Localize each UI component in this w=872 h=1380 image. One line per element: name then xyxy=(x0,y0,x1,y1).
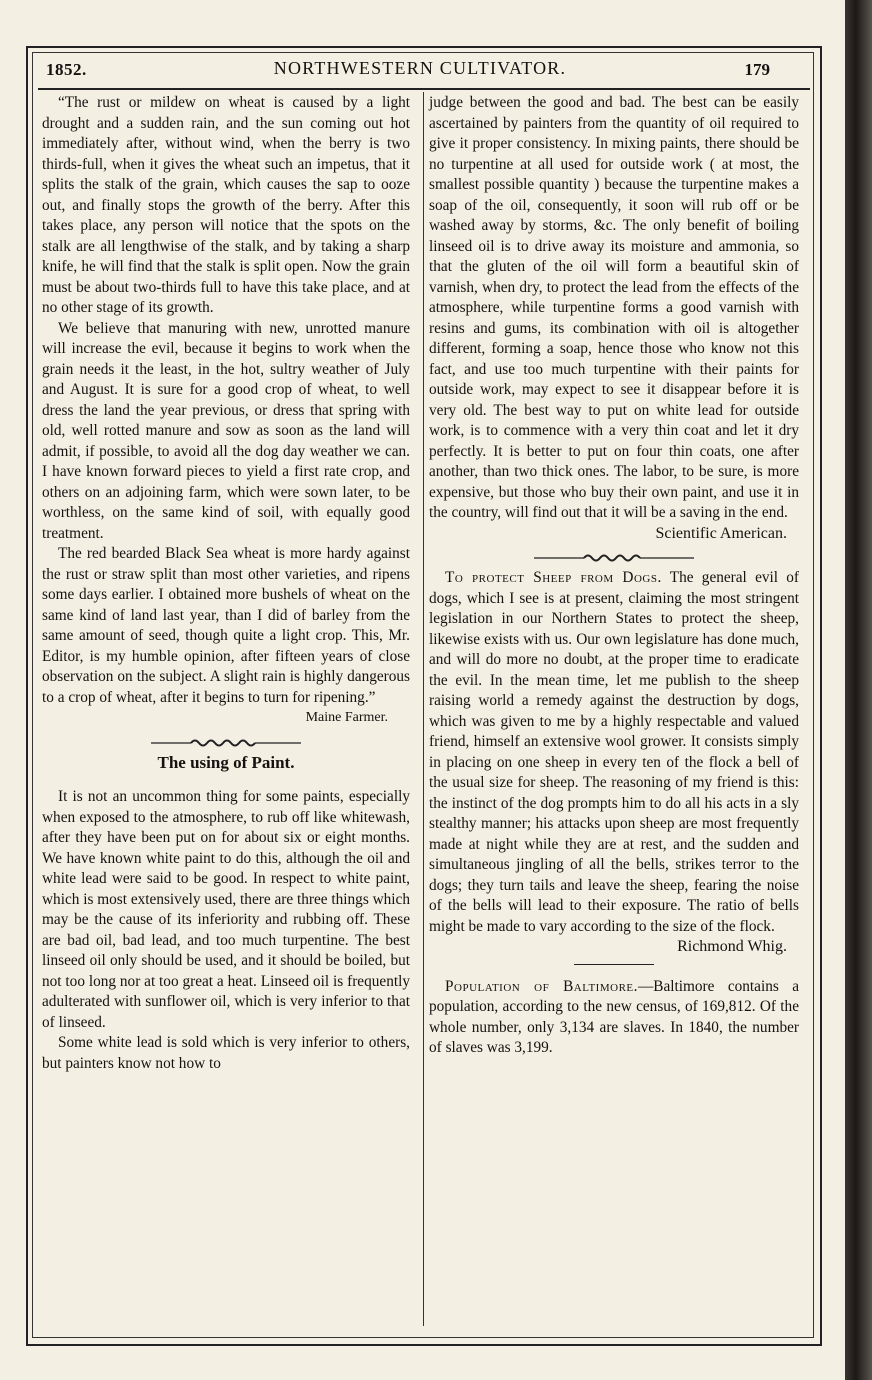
header-title: NORTHWESTERN CULTIVATOR. xyxy=(273,58,567,78)
header-rule xyxy=(38,88,810,90)
paint-article-heading: The using of Paint. xyxy=(157,752,295,772)
right-column xyxy=(429,93,799,1059)
sheep-dogs-paragraph xyxy=(429,568,799,937)
paint-paragraph-continued: judge between the good and bad. The best can be easily ascertained by painters from the quantity of oil required to give it proper consistency. In mixing paints, there should be no turpentine at all used for outside work ( at most, the smallest possible quantity ) because the turpentine makes a soap of the oil, consequently, it soon will rub off or be washed away by storms, &c. The only benefit of boiling linseed oil is to drive away its moisture and ammonia, so that the gluten of the oil will form a beautiful skin of varnish, when dry, to protect the lead from the effects of the atmosphere, while turpentine forms a good varnish with resins and gums, its combination with oil is altogether different, forming a soap, hence those who know not this fact, and use too much turpentine with their paints for outside work, may expect to see it disappear before it is very old. The best way to put on white lead for outside work, is to commence with a very thin coat and let it dry perfectly. It is better to put on four thin coats, one after another, than two thick ones. The labor, to be sure, is more expensive, but those who buy their own paint, and use it in the country, will find out that it will be a saving in the end. xyxy=(429,94,799,521)
source-scientific-american: Scientific American. xyxy=(655,524,787,542)
source-maine-farmer: Maine Farmer. xyxy=(305,710,388,725)
source-richmond-whig: Richmond Whig. xyxy=(677,938,787,955)
header-page-number: 179 xyxy=(744,60,770,79)
running-head xyxy=(40,58,800,86)
baltimore-population-title: Population of Baltimore. xyxy=(445,977,638,995)
wheat-rust-paragraph-2: We believe that manuring with new, unrotted manure will increase the evil, because it begins to work when the grain needs it the least, in the hot, sultry weather of July and August. It is sure for a good crop of wheat, to well dress the land the year previous, or dress that spring with old, well rotted manure and sow as soon as the land will admit, if possible, to avoid all the dog day weather we can. I have known forward pieces to yield a first rate crop, and others on an adjoining farm, which were sown later, to be worthless, on the same kind of soil, with equally good treatment. xyxy=(42,319,410,542)
wheat-rust-paragraph-3: The red bearded Black Sea wheat is more hardy against the rust or straw split than most other varieties, and ripens some days earlier. I obtained more bushels of wheat on the same kind of land last year, than I did of barley from the same amount of seed, though quite a light crop. This, Mr. Editor, is my humble opinion, after fifteen years of close observation on the subject. A slight rain is highly dangerous to a crop of wheat, after it begins to turn for ripening.” xyxy=(42,545,410,706)
wheat-rust-paragraph-1: “The rust or mildew on wheat is caused by a light drought and a sudden rain, and the sun coming out hot immediately after, without wind, when the berry is two thirds-full, when it gives the wheat such an impetus, that it splits the stalk of the grain, which causes the sap to ooze out, and finally stops the growth of the berry. After this takes place, any person will notice that the spots on the stalk are all lengthwise of the stalk, and by taking a sharp knife, he will find that the stalk is split open. Now the grain must be about two-thirds full to have this take place, and at no other stage of its growth. xyxy=(42,94,410,316)
paint-paragraph-2: Some white lead is sold which is very inferior to others, but painters know not how to xyxy=(42,1034,410,1072)
column-rule xyxy=(423,92,424,1326)
section-divider-ornament xyxy=(151,737,301,749)
header-year: 1852. xyxy=(46,60,87,79)
section-divider-ornament-2 xyxy=(534,552,694,564)
short-rule-divider xyxy=(574,964,654,965)
baltimore-population-paragraph xyxy=(429,977,799,1059)
baltimore-population-text: —Baltimore contains a population, according to the new census, of 169,812. Of the whole number, only 3,134 are slaves. In 1840, the number of slaves was 3,199. xyxy=(429,977,800,1056)
sheep-dogs-title: To protect Sheep from Dogs. xyxy=(445,569,662,586)
left-column xyxy=(42,93,410,1074)
book-binding-edge xyxy=(845,0,872,1380)
sheep-dogs-text: The general evil of dogs, which I see is at present, claiming the most stringent legislation in our Northern States to protect the sheep, likewise exists with us. Our own legislature has done much, and will do more no doubt, at the proper time to eradicate the evil. In the mean time, let me publish to the sheep raising world a remedy against the destruction by dogs, which was given to me by a highly respectable and valued friend, himself an extensive wool grower. It consists simply in placing on one sheep in every ten of the flock a bell of the usual size for sheep. The reasoning of my friend is this: the instinct of the dog prompts him to do all his acts in a sly stealthy manner; his attacks upon sheep are most frequently made at night while they are at rest, and the sudden and simultaneous jingling of all the bells, strikes terror to the dogs; they turn tails and leave the sheep, fearing the noise of the bells will lead to their exposure. The ratio of bells might be made to vary according to the size of the flock. xyxy=(429,569,799,935)
paint-paragraph-1: It is not an uncommon thing for some paints, especially when exposed to the atmosphere, to rub off like whitewash, after they have been put on for about six or eight months. We have known white paint to do this, although the oil and white lead were said to be good. In respect to white paint, which is most extensively used, there are three things which may be the cause of its inferiority and rubbing off. These are bad oil, bad lead, and too much turpentine. The best linseed oil only should be used, and it should be boiled, but not too long nor at too great a heat. Linseed oil is frequently adulterated with sunflower oil, which is very inferior to that of linseed. xyxy=(42,788,410,1031)
